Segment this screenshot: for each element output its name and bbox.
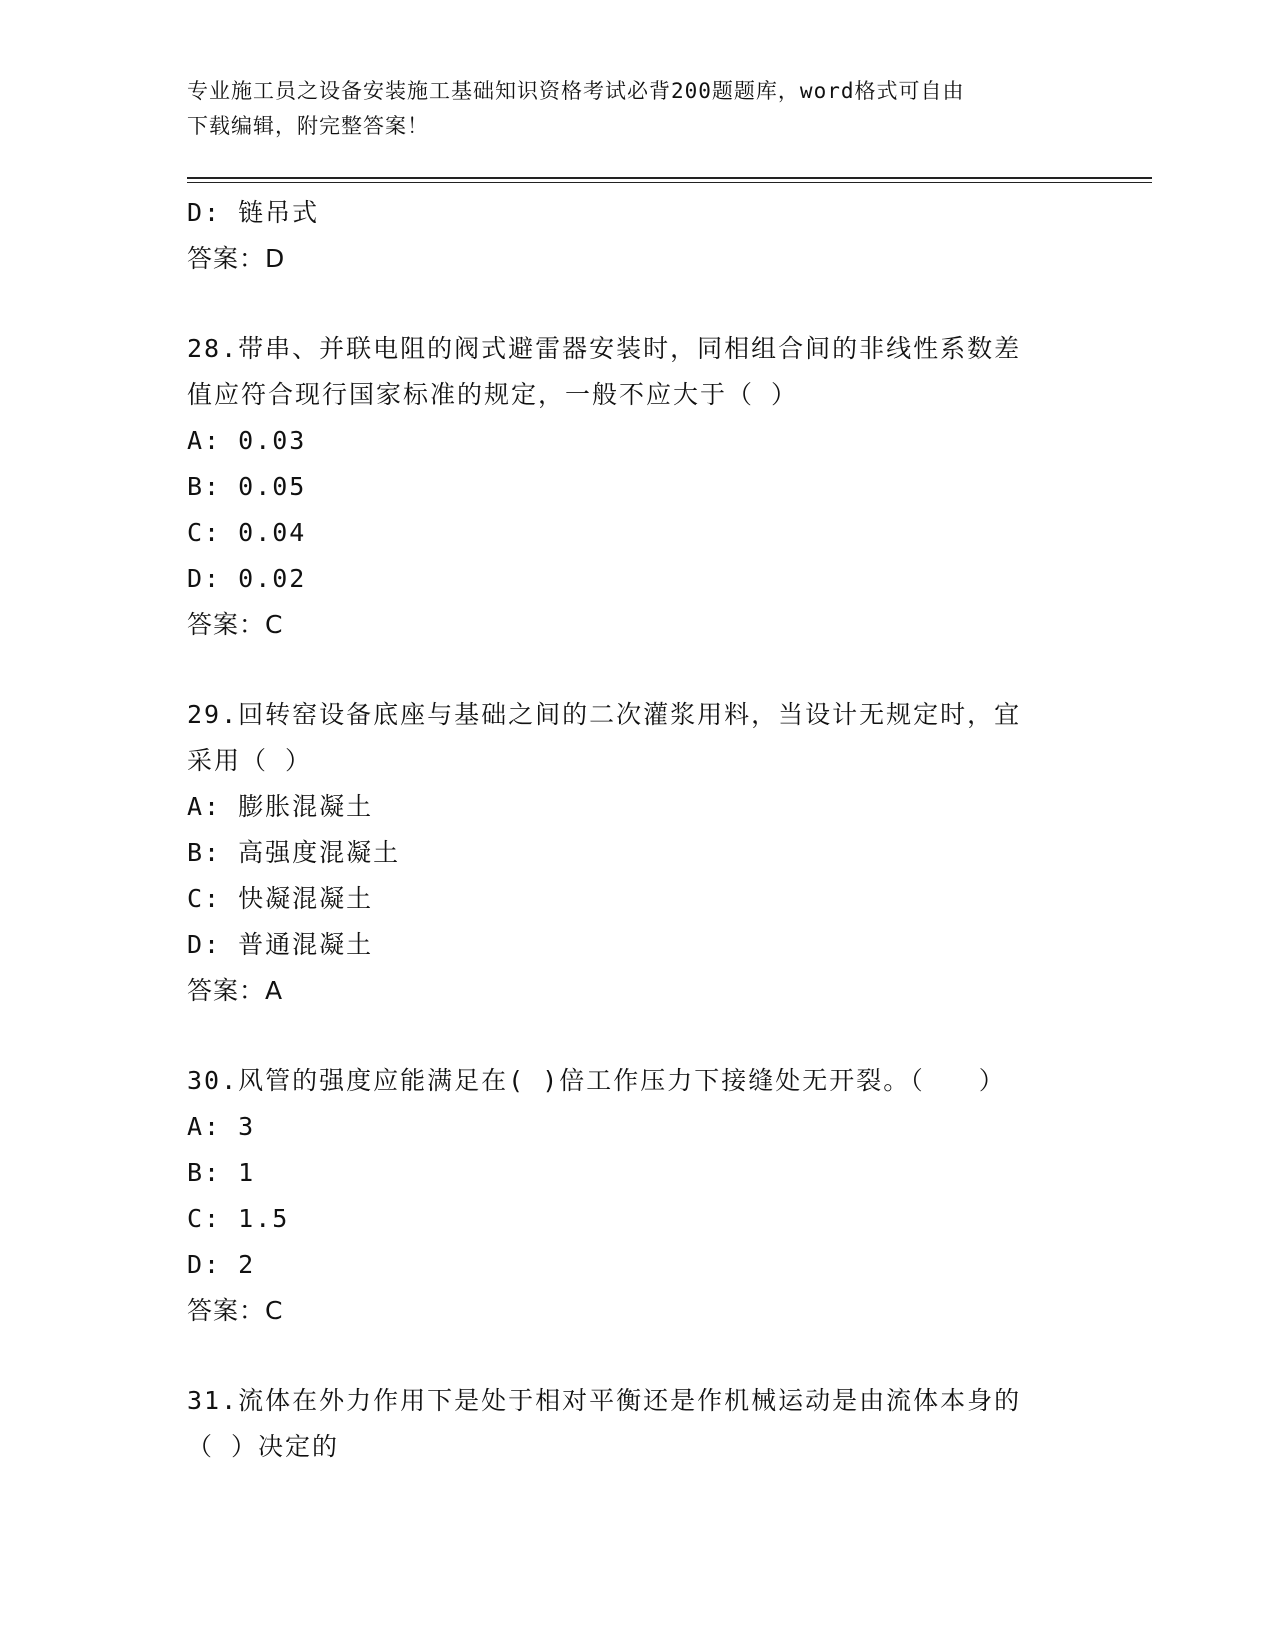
option-b: B: 0.05 bbox=[187, 472, 307, 501]
document-header bbox=[187, 74, 1087, 144]
question-text-line-2: 值应符合现行国家标准的规定，一般不应大于（ ） bbox=[187, 380, 799, 409]
answer-line: 答案：C bbox=[187, 610, 284, 639]
option-d: D: 2 bbox=[187, 1250, 256, 1279]
answer-line: 答案：D bbox=[187, 244, 286, 273]
option-c: C: 0.04 bbox=[187, 518, 307, 547]
question-28 bbox=[187, 326, 1107, 648]
option-d: D: 链吊式 bbox=[187, 198, 320, 227]
option-a: A: 3 bbox=[187, 1112, 256, 1141]
question-text-line-1: 28.带串、并联电阻的阀式避雷器安装时，同相组合间的非线性系数差 bbox=[187, 334, 1022, 363]
option-d: D: 普通混凝土 bbox=[187, 930, 374, 959]
header-title-line-2: 下载编辑，附完整答案！ bbox=[187, 114, 429, 138]
question-text-line-1: 31.流体在外力作用下是处于相对平衡还是作机械运动是由流体本身的 bbox=[187, 1386, 1022, 1415]
option-b: B: 1 bbox=[187, 1158, 256, 1187]
question-list bbox=[187, 190, 1107, 1470]
question-31 bbox=[187, 1378, 1107, 1470]
header-divider-thick bbox=[187, 177, 1152, 179]
question-text-line-1: 30.风管的强度应能满足在( )倍工作压力下接缝处无开裂。（ ） bbox=[187, 1066, 1006, 1095]
header-title-line-1: 专业施工员之设备安装施工基础知识资格考试必背200题题库，word格式可自由 bbox=[187, 79, 965, 103]
header-divider-thin bbox=[187, 182, 1152, 183]
option-a: A: 0.03 bbox=[187, 426, 307, 455]
option-d: D: 0.02 bbox=[187, 564, 307, 593]
question-text-line-1: 29.回转窑设备底座与基础之间的二次灌浆用料，当设计无规定时，宜 bbox=[187, 700, 1022, 729]
option-c: C: 1.5 bbox=[187, 1204, 290, 1233]
question-30 bbox=[187, 1058, 1107, 1334]
option-b: B: 高强度混凝土 bbox=[187, 838, 401, 867]
answer-line: 答案：A bbox=[187, 976, 284, 1005]
question-text-line-2: （ ）决定的 bbox=[187, 1432, 340, 1461]
option-c: C: 快凝混凝土 bbox=[187, 884, 374, 913]
option-a: A: 膨胀混凝土 bbox=[187, 792, 374, 821]
answer-line: 答案：C bbox=[187, 1296, 284, 1325]
question-29 bbox=[187, 692, 1107, 1014]
question-text-line-2: 采用（ ） bbox=[187, 746, 313, 775]
